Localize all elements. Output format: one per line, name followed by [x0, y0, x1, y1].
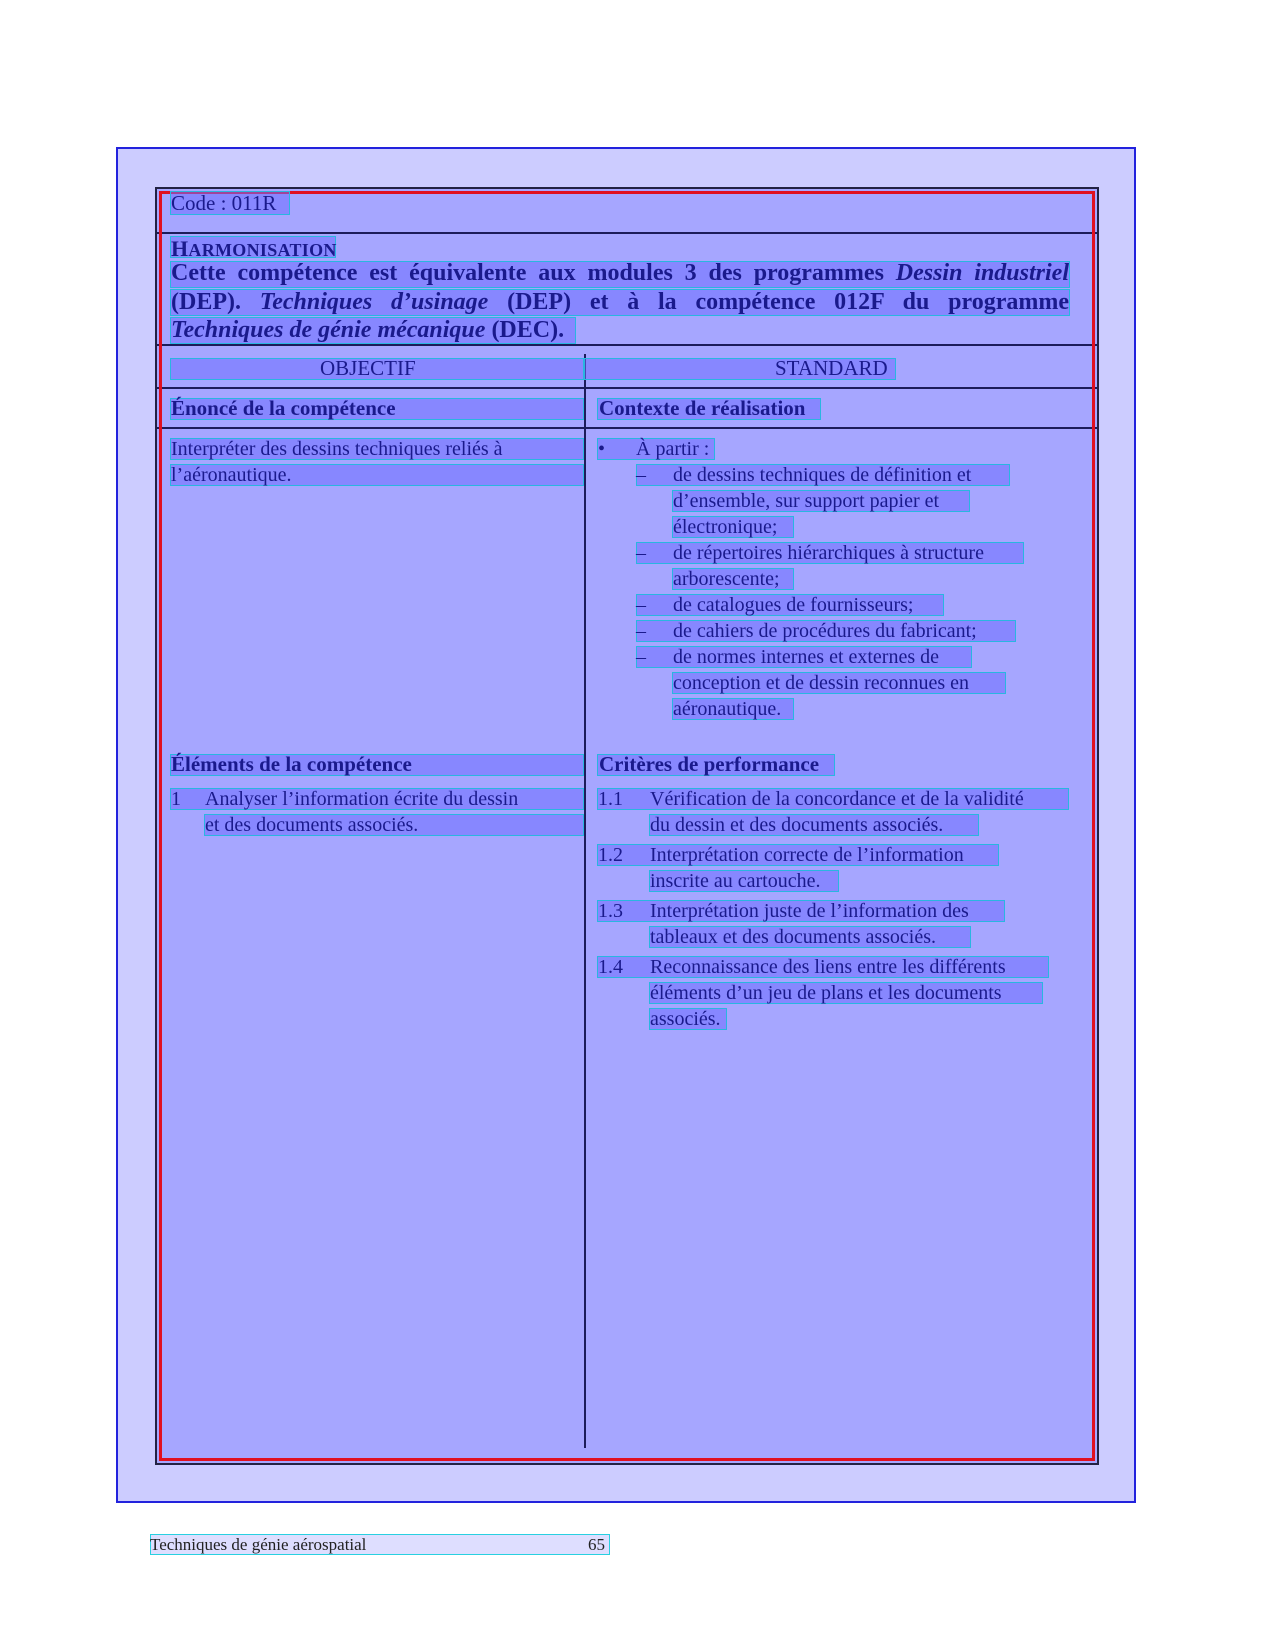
dash-marker: – [636, 464, 646, 486]
enonce-line-2: l’aéronautique. [171, 464, 292, 486]
critere-4-number: 1.4 [598, 956, 623, 978]
criteres-heading: Critères de performance [599, 752, 820, 776]
contexte-heading: Contexte de réalisation [599, 396, 806, 420]
bullet-marker: • [598, 438, 606, 460]
contexte-item-4-line-1: de cahiers de procédures du fabricant; [673, 620, 977, 642]
harmonisation-text-line-2: (DEP). Techniques d’usinage (DEP) et à la compétence 012F du programme [171, 289, 1069, 315]
critere-3-number: 1.3 [598, 900, 623, 922]
critere-3-line-1: Interprétation juste de l’information des [650, 900, 969, 922]
dash-marker: – [636, 620, 646, 642]
dash-marker: – [636, 542, 646, 564]
harmonisation-heading: HARMONISATION [171, 236, 337, 261]
element-number: 1 [171, 788, 181, 810]
critere-1-line-1: Vérification de la concordance et de la validité [650, 788, 1024, 810]
harmonisation-text-line-1: Cette compétence est équivalente aux modules 3 des programmes Dessin industriel [171, 260, 1069, 286]
code-label: Code : 011R [171, 191, 277, 215]
contexte-item-2-line-2: arborescente; [673, 568, 780, 590]
objectif-title: OBJECTIF [320, 356, 416, 380]
contexte-item-1-line-1: de dessins techniques de définition et [673, 464, 972, 486]
contexte-item-1-line-3: électronique; [673, 516, 778, 538]
column-divider [584, 354, 586, 1448]
critere-2-line-1: Interprétation correcte de l’information [650, 844, 964, 866]
element-1-line-1: Analyser l’information écrite du dessin [205, 788, 519, 810]
element-1-line-2: et des documents associés. [205, 814, 419, 836]
dash-marker: – [636, 646, 646, 668]
dash-marker: – [636, 594, 646, 616]
contexte-item-5-line-1: de normes internes et externes de [673, 646, 940, 668]
enonce-heading: Énoncé de la compétence [171, 396, 396, 420]
row-divider [157, 232, 1097, 234]
critere-2-line-2: inscrite au cartouche. [650, 870, 821, 892]
row-divider [157, 387, 1097, 389]
critere-1-line-2: du dessin et des documents associés. [650, 814, 944, 836]
contexte-item-5-line-2: conception et de dessin reconnues en [673, 672, 970, 694]
standard-title: STANDARD [775, 356, 888, 380]
row-divider [157, 427, 1097, 429]
contexte-item-3-line-1: de catalogues de fournisseurs; [673, 594, 914, 616]
contexte-item-1-line-2: d’ensemble, sur support papier et [673, 490, 940, 512]
critere-4-line-2: éléments d’un jeu de plans et les documents [650, 982, 1002, 1004]
critere-4-line-3: associés. [650, 1008, 721, 1030]
contexte-item-5-line-3: aéronautique. [673, 698, 782, 720]
footer-program: Techniques de génie aérospatial [150, 1535, 367, 1554]
enonce-line-1: Interpréter des dessins techniques reliés à [171, 438, 503, 460]
critere-4-line-1: Reconnaissance des liens entre les différents [650, 956, 1006, 978]
critere-2-number: 1.2 [598, 844, 623, 866]
critere-1-number: 1.1 [598, 788, 623, 810]
contexte-intro: À partir : [636, 438, 710, 460]
contexte-item-2-line-1: de répertoires hiérarchiques à structure [673, 542, 984, 564]
harmonisation-text-line-3: Techniques de génie mécanique (DEC). [171, 317, 565, 343]
footer-page-number: 65 [588, 1535, 605, 1554]
critere-3-line-2: tableaux et des documents associés. [650, 926, 937, 948]
elements-heading: Éléments de la compétence [171, 752, 412, 776]
